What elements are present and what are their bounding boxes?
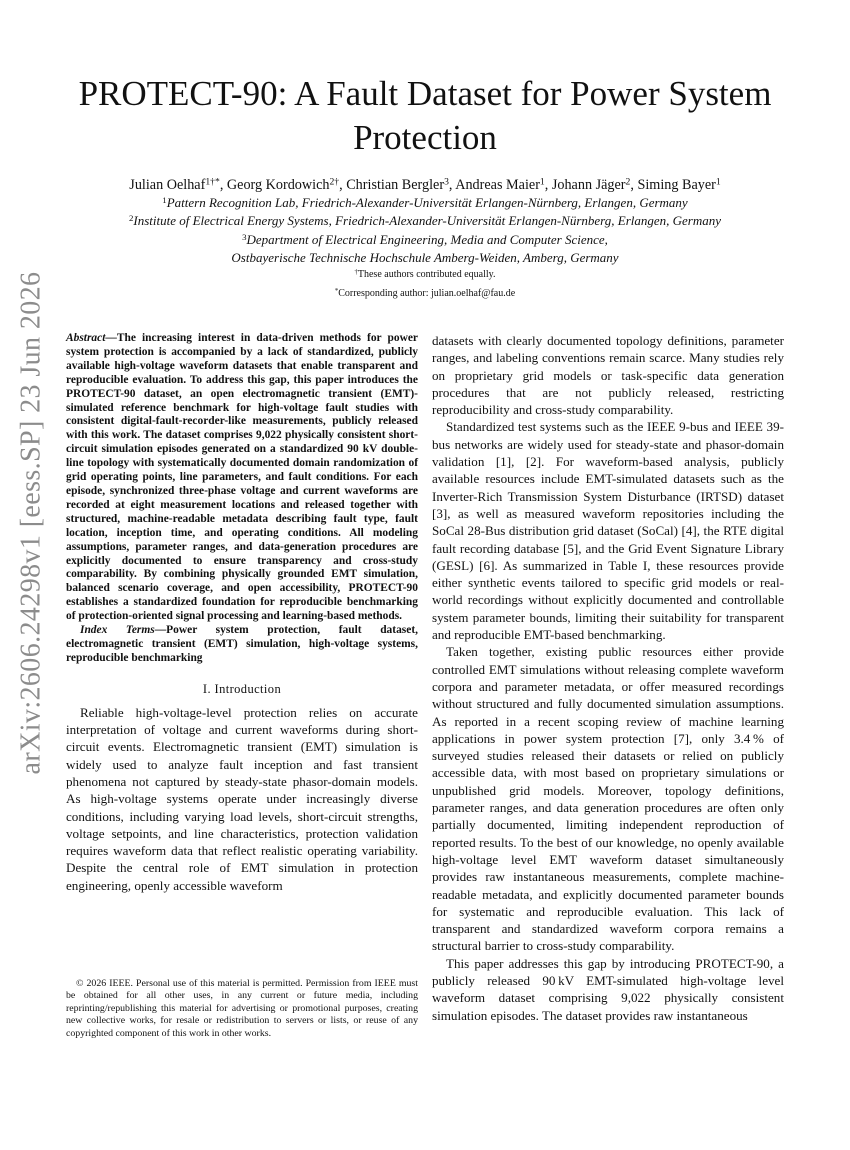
arxiv-identifier: arXiv:2606.24298v1 [eess.SP] 23 Jun 2026 <box>15 271 46 775</box>
abstract-label: Abstract <box>66 332 106 344</box>
author-marks: 2 <box>625 176 631 188</box>
equal-contribution-note <box>50 268 800 281</box>
author-name: Siming Bayer <box>637 177 716 193</box>
author-name: Andreas Maier <box>455 177 540 193</box>
author-marks: 1†* <box>205 176 220 188</box>
author-marks: 1 <box>539 176 545 188</box>
arxiv-side-stamp <box>10 271 52 775</box>
author-name: Julian Oelhaf <box>129 177 206 193</box>
index-terms-label: Index Terms <box>80 624 155 637</box>
affiliation-text: Ostbayerische Technische Hochschule Amberg-Weiden, Amberg, Germany <box>231 249 619 265</box>
paragraph: Reliable high-voltage-level protection relies on accurate interpretation of voltage and current waveforms during short-circuit events. Electromagnetic transient (EMT) simulation is widely used to analyze fault inception and fast transient phenomena not captured by steady-state phasor-domain models. As high-voltage systems operate under increasingly diverse conditions, including varying load levels, short-circuit strengths, voltage setpoints, and line characteristics, protection validation requires waveform data that reflect realistic operating variability. Despite the central role of EMT simulation in protection engineering, openly accessible waveform <box>66 704 418 893</box>
affiliation-mark: 1 <box>162 195 167 206</box>
corresponding-author-note <box>50 287 800 300</box>
section-heading: I. Introduction <box>202 681 282 696</box>
right-column <box>432 332 784 1024</box>
affiliation-line <box>50 249 800 267</box>
author-name: Johann Jäger <box>551 177 626 193</box>
affiliation-line <box>50 231 800 249</box>
paragraph: datasets with clearly documented topology definitions, parameter ranges, and labeling conventions remain scarce. Many studies rely on proprietary grid models or task-specific data generation procedures that are not publicly released, restricting reproducibility and cross-study comparability. <box>432 333 784 418</box>
paragraph: Standardized test systems such as the IEEE 9-bus and IEEE 39-bus networks are widely used for steady-state and phasor-domain validation [1], [2]. For waveform-based analysis, publicly available resources include EMT-simulated datasets such as the Inverter-Rich Transmission System Disturbance (IRTSD) dataset [3], as well as measured waveform repositories including the SoCal 28-Bus distribution grid dataset (SoCal) [4], the RTE digital fault recording database [5], and the Grid Event Signature Library (GESL) [6]. As summarized in Table I, these resources provide either synthetic events tailored to specific grid models or real-world recordings without explicitly documented and controllable system parameter bounds, limiting their suitability for transparent and reproducible EMT-based benchmarking. <box>432 419 784 643</box>
left-column <box>66 332 418 894</box>
abstract-text: —The increasing interest in data-driven methods for power system protection is accompanied by a lack of standardized, publicly available high-voltage waveform datasets that enable transparent and reproducible evaluation. To address this gap, this paper introduces the PROTECT-90 dataset, an open electromagnetic transient (EMT)-simulated reference benchmark for high-voltage fault studies with consistent digital-fault-recorder-like measurements, publicly released with this work. The dataset comprises 9,022 physically consistent short-circuit simulation episodes generated on a standardized 90 kV double-line topology with systematically documented domain randomization of grid operating points, line parameters, and fault conditions. For each episode, synchronized three-phase voltage and current waveforms are recorded at eight measurement locations and released together with structured, machine-readable metadata describing fault type, fault location, inception time, and operating conditions. All modeling assumptions, parameter ranges, and data-generation procedures are explicitly documented to ensure transparency and cross-study comparability. By combining physically grounded EMT simulation, balanced scenario coverage, and open accessibility, PROTECT-90 establishes a standardized foundation for reproducible benchmarking of protection-oriented signal processing and learning-based methods. <box>66 332 418 623</box>
abstract <box>66 332 418 624</box>
affiliation-line <box>50 212 800 230</box>
author-marks: 1 <box>715 176 721 188</box>
affiliation-text: Pattern Recognition Lab, Friedrich-Alexander-Universität Erlangen-Nürnberg, Erlangen, Germany <box>166 195 688 210</box>
equal-contribution-text: These authors contributed equally. <box>357 269 496 280</box>
paragraph: This paper addresses this gap by introducing PROTECT-90, a publicly released 90 kV EMT-simulated high-voltage level waveform dataset comprising 9,022 physically consistent simulation episodes. The dataset provides raw instantaneous <box>432 955 784 1023</box>
copyright-notice: © 2026 IEEE. Personal use of this material is permitted. Permission from IEEE must be obtained for all other uses, in any current or future media, including reprinting/republishing this material for advertising or promotional purposes, creating new collective works, for resale or redistribution to servers or lists, or reuse of any copyrighted component of this work in other works. <box>66 978 418 1039</box>
author-name: Georg Kordowich <box>226 177 330 193</box>
index-terms <box>66 624 418 666</box>
affiliations <box>50 194 800 267</box>
affiliation-mark: 3 <box>242 231 247 242</box>
affiliation-mark: 2 <box>128 213 134 224</box>
author-marks: 3 <box>444 176 449 188</box>
paper-title: PROTECT-90: A Fault Dataset for Power System Protection <box>78 74 772 157</box>
affiliation-line <box>50 194 800 212</box>
dagger-mark: † <box>354 268 358 276</box>
author-name: Christian Bergler <box>346 177 445 193</box>
asterisk-mark: * <box>334 287 339 295</box>
affiliation-text: Institute of Electrical Energy Systems, Friedrich-Alexander-Universität Erlangen-Nürnberg, Erlangen, Germany <box>133 213 722 229</box>
author-list: Julian Oelhaf$^{1\dagger*}$, Georg Kordowich$^{2\dagger}$, Christian Bergler$^3$, Andreas Maier$^1$, Johann Jäger$^2$, Siming Bayer$^1$ <box>129 176 721 193</box>
paragraph: Taken together, existing public resources either provide controlled EMT simulations without releasing complete waveform corpora and parameter metadata, or offer measured recordings without structured and fully documented simulation assumptions. As reported in a recent scoping review of machine learning applications in power system protection [7], only 3.4 % of surveyed studies released their datasets or relied on publicly accessible data, with most based on proprietary simulations or unpublished grid models. Moreover, topology definitions, parameter ranges, and data generation procedures are often only partially documented, limiting independent reproduction of reported results. To the best of our knowledge, no openly available high-voltage level EMT waveform dataset simultaneously provides raw instantaneous measurements, complete machine-readable metadata, and explicitly documented parameter bounds for systematic and reproducible evaluation. This lack of transparent and standardized waveform corpora remains a structural barrier to cross-study comparability. <box>432 644 784 954</box>
index-terms-text: —Power system protection, fault dataset, electromagnetic transient (EMT) simulation, high-voltage systems, reproducible benchmarking <box>66 624 418 664</box>
corresponding-author-text: Corresponding author: julian.oelhaf@fau.de <box>338 288 516 299</box>
author-marks: 2† <box>329 176 340 188</box>
affiliation-text: Department of Electrical Engineering, Media and Computer Science, <box>246 231 608 247</box>
